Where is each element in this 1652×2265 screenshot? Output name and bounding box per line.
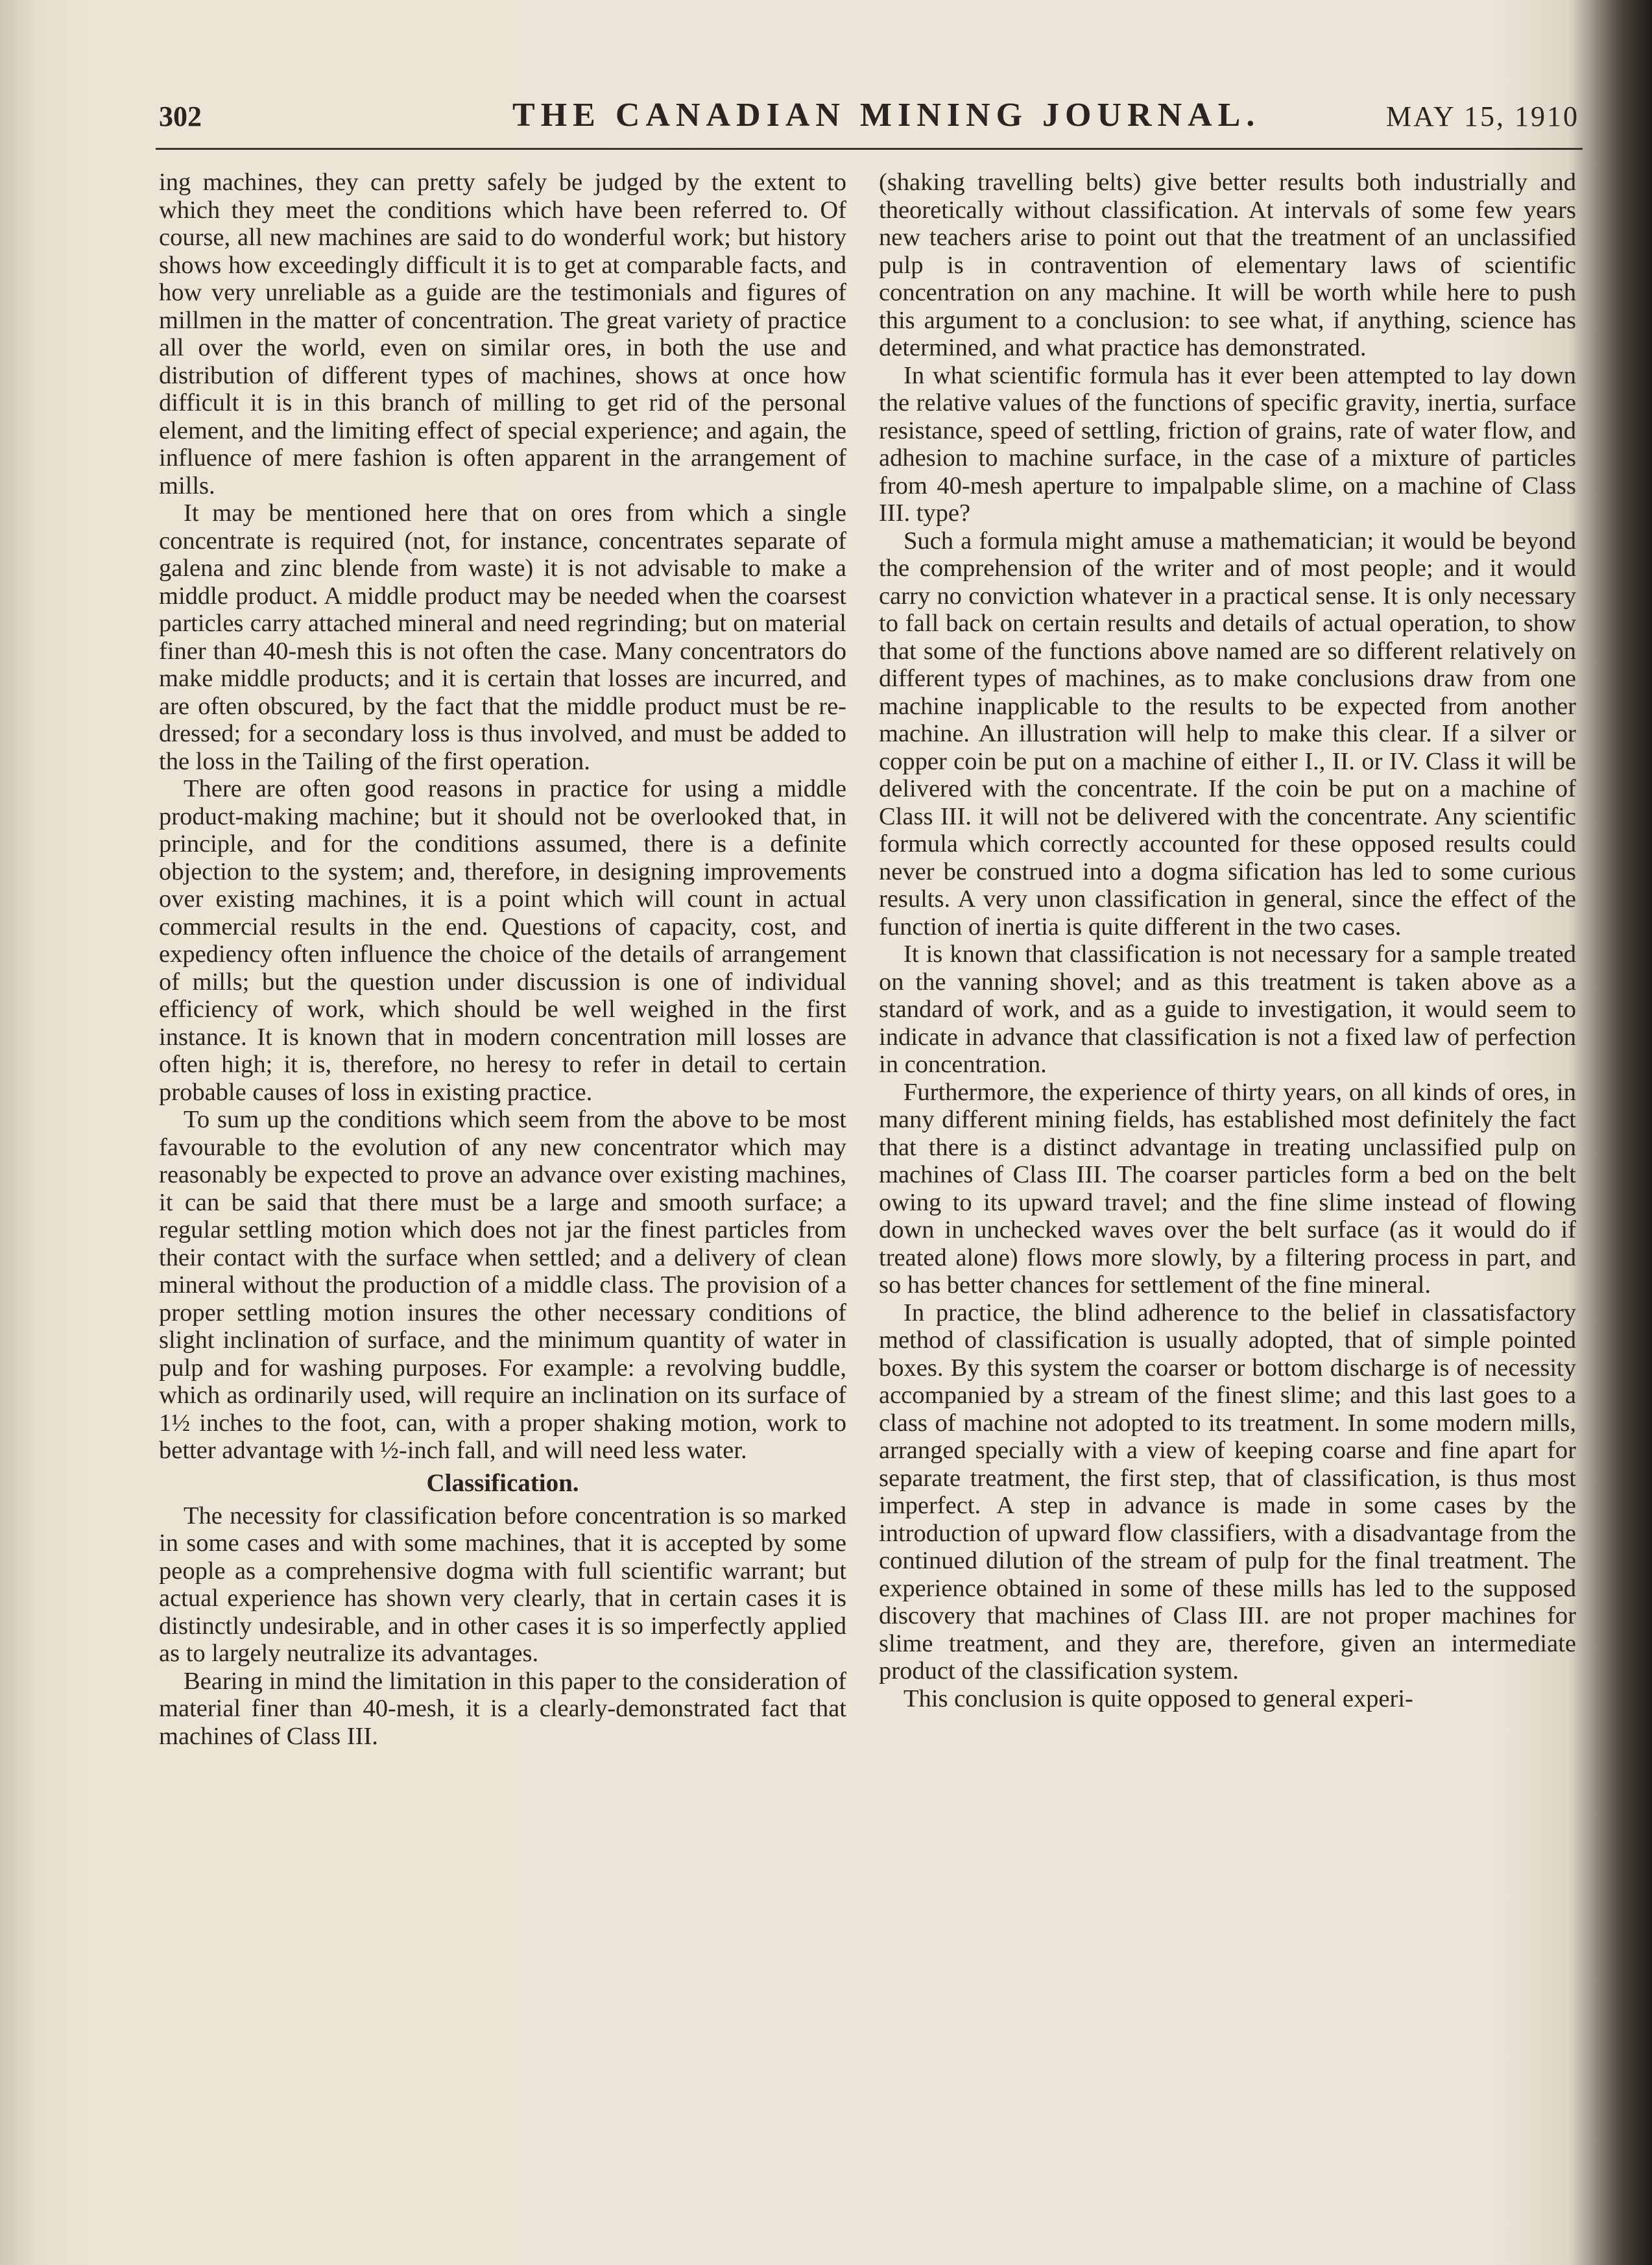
paragraph: There are often good reasons in practice for using a middle product-making machine; but it should not be overlooked that, in principle, and for the conditions assumed, there is a definite objection to the system; and, therefore, in designing improvements over existing machines, it is a point which will count in actual commercial results in the end. Questions of capacity, cost, and expediency often influence the choice of the details of arrangement of mills; but the question under discussion is one of individual efficiency of work, which should be well weighed in the first instance. It is known that in modern concentration mill losses are often high; it is, therefore, no heresy to refer in detail to certain probable causes of loss in existing practice.	[159, 775, 846, 1106]
paragraph: It may be mentioned here that on ores from which a single concentrate is required (not, for instance, concentrates separate of galena and zinc blende from waste) it is not advisable to make a middle product. A middle product may be needed when the coarsest particles carry attached mineral and need regrinding; but on material finer than 40-mesh this is not often the case. Many concentrators do make middle products; and it is certain that losses are incurred, and are often obscured, by the fact that the middle product must be re-dressed; for a secondary loss is thus involved, and must be added to the loss in the Tailing of the first operation.	[159, 499, 846, 775]
journal-title: THE CANADIAN MINING JOURNAL.	[512, 97, 1261, 134]
issue-date: MAY 15, 1910	[1385, 101, 1579, 132]
right-column	[879, 169, 1576, 1712]
paragraph: (shaking travelling belts) give better results both industrially and theoretically without classification. At intervals of some few years new teachers arise to point out that the treatment of an unclassified pulp is in contravention of elementary laws of scientific concentration on any machine. It will be worth while here to push this argument to a conclusion: to see what, if anything, science has determined, and what practice has demonstrated.	[879, 169, 1576, 361]
paragraph: ing machines, they can pretty safely be judged by the extent to which they meet the conditions which have been referred to. Of course, all new machines are said to do wonderful work; but history shows how exceedingly difficult it is to get at comparable facts, and how very unreliable as a guide are the testimonials and figures of millmen in the matter of concentration. The great variety of practice all over the world, even on similar ores, in both the use and distribution of different types of machines, shows at once how difficult it is in this branch of milling to get rid of the personal element, and the limiting effect of special experience; and again, the influence of mere fashion is often apparent in the arrangement of mills.	[159, 169, 846, 499]
page-number: 302	[159, 101, 202, 132]
paragraph: This conclusion is quite opposed to general experi-	[904, 1684, 1413, 1712]
left-column	[159, 169, 846, 1750]
paragraph: In practice, the blind adherence to the belief in classatisfactory method of classification is usually adopted, that of simple pointed boxes. By this system the coarser or bottom discharge is of necessity accompanied by a stream of the finest slime; and this last goes to a class of machine not adopted to its treatment. In some modern mills, arranged specially with a view of keeping coarse and fine apart for separate treatment, the first step, that of classification, is thus most imperfect. A step in advance is made in some cases by the introduction of upward flow classifiers, with a disadvantage from the continued dilution of the stream of pulp for the final treatment. The experience obtained in some of these mills has led to the supposed discovery that machines of Class III. are not proper machines for slime treatment, and they are, therefore, given an intermediate product of the classification system.	[879, 1299, 1576, 1684]
paragraph: In what scientific formula has it ever been attempted to lay down the relative values of the functions of specific gravity, inertia, surface resistance, speed of settling, friction of grains, rate of water flow, and adhesion to machine surface, in the case of a mixture of particles from 40-mesh aperture to impalpable slime, on a machine of Class III. type?	[879, 361, 1576, 527]
paragraph: It is known that classification is not necessary for a sample treated on the vanning shovel; and as this treatment is taken above as a standard of work, and as a guide to investigation, it would seem to indicate in advance that classification is not a fixed law of perfection in concentration.	[879, 941, 1576, 1078]
paragraph: Bearing in mind the limitation in this paper to the consideration of material finer than 40-mesh, it is a clearly-demonstrated fact that machines of Class III.	[159, 1667, 846, 1750]
section-heading: Classification.	[426, 1468, 579, 1497]
paragraph: Furthermore, the experience of thirty years, on all kinds of ores, in many different mining fields, has established most definitely the fact that there is a distinct advantage in treating unclassified pulp on machines of Class III. The coarser particles form a bed on the belt owing to its upward travel; and the fine slime instead of flowing down in unchecked waves over the belt surface (as it would do if treated alone) flows more slowly, by a filtering process in part, and so has better chances for settlement of the fine mineral.	[879, 1078, 1576, 1299]
page-header	[159, 96, 1579, 141]
paragraph: The necessity for classification before concentration is so marked in some cases and with some machines, that it is accepted by some people as a comprehensive dogma with full scientific warrant; but actual experience has shown very clearly, that in certain cases it is distinctly undesirable, and in other cases it is so imperfectly applied as to largely neutralize its advantages.	[159, 1502, 846, 1667]
paragraph: Such a formula might amuse a mathematician; it would be beyond the comprehension of the writer and of most people; and it would carry no conviction whatever in a practical sense. It is only necessary to fall back on certain results and details of actual operation, to show that some of the functions above named are so different relatively on different types of machines, as to make conclusions draw from one machine inapplicable to the results to be expected from another machine. An illustration will help to make this clear. If a silver or copper coin be put on a machine of either I., II. or IV. Class it will be delivered with the concentrate. If the coin be put on a machine of Class III. it will not be delivered with the concentrate. Any scientific formula which correctly accounted for these opposed results could never be construed into a dogma sification has led to some curious results. A very unon classification in general, since the effect of the function of inertia is quite different in the two cases.	[879, 527, 1576, 941]
header-rule	[156, 148, 1583, 150]
paragraph: To sum up the conditions which seem from the above to be most favourable to the evolution of any new concentrator which may reasonably be expected to prove an advance over existing machines, it can be said that there must be a large and smooth surface; a regular settling motion which does not jar the finest particles from their contact with the surface when settled; and a delivery of clean mineral without the production of a middle class. The provision of a proper settling motion insures the other necessary conditions of slight inclination of surface, and the minimum quantity of water in pulp and for washing purposes. For example: a revolving buddle, which as ordinarily used, will require an inclination on its surface of 1½ inches to the foot, can, with a proper shaking motion, work to better advantage with ½-inch fall, and will need less water.	[159, 1106, 846, 1464]
